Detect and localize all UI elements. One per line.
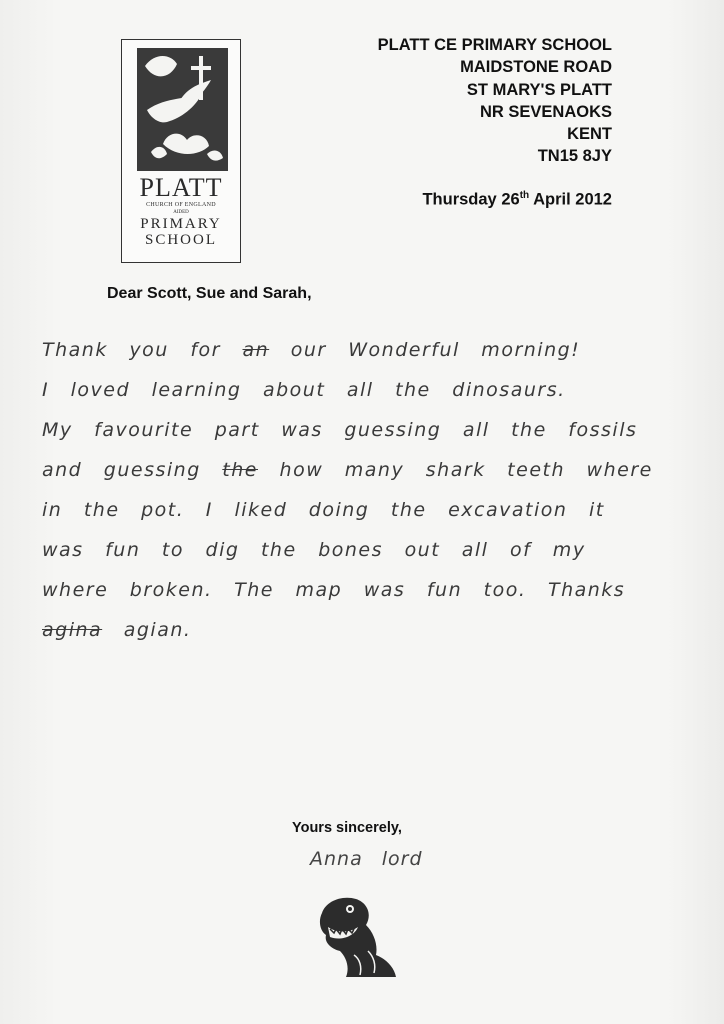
handwritten-line [42,450,662,490]
address-line: TN15 8JY [537,147,612,166]
handwritten-line [42,490,662,530]
handwritten-line [42,410,662,450]
address-line: MAIDSTONE ROAD [460,58,612,77]
signature: Anna lord [310,848,423,870]
handwritten-line [42,330,662,370]
logo-primary: PRIMARY [140,216,222,232]
school-address [378,34,612,168]
line-text: agian. [102,619,192,641]
dinosaur-icon [316,893,398,979]
tree-dove-cross-icon [137,48,228,171]
logo-name: PLATT [139,173,223,202]
line-text: our Wonderful morning! [269,339,581,361]
address-line: NR SEVENAOKS [479,102,612,121]
date-weekday: Thursday 26 [422,190,520,209]
address-line: ST MARY'S PLATT [466,80,612,99]
line-text: Thank you for [42,339,243,361]
handwritten-line [42,610,662,650]
handwritten-line [42,570,662,610]
line-text: in the pot. I liked doing the excavation it [42,499,605,521]
line-text: where broken. The map was fun too. Thanks [42,579,626,601]
struck-word: an [242,339,270,361]
logo-school: SCHOOL [144,232,217,248]
date-suffix: th [519,190,530,201]
logo-subtitle: CHURCH OF ENGLAND [146,202,216,208]
letter-date [422,190,612,210]
logo-aided: AIDED [173,210,189,215]
address-line: KENT [567,125,612,144]
struck-word: the [222,459,258,481]
closing: Yours sincerely, [292,820,402,836]
handwritten-line [42,370,662,410]
line-text: and guessing [42,459,223,481]
line-text: guessing all the fossils [344,419,638,441]
school-logo [121,39,241,263]
date-rest: April 2012 [529,190,612,209]
line-text: how many shark teeth where [257,459,653,481]
salutation: Dear Scott, Sue and Sarah, [107,285,312,302]
address-line: PLATT CE PRIMARY SCHOOL [377,36,612,54]
handwritten-line [42,530,662,570]
handwritten-body [42,330,662,650]
line-text: My favourite part was [42,419,345,441]
line-text: I loved learning about all the dinosaurs. [42,379,566,401]
line-text: was fun to dig the bones out all of my [42,539,586,561]
struck-word: agina [42,619,103,641]
